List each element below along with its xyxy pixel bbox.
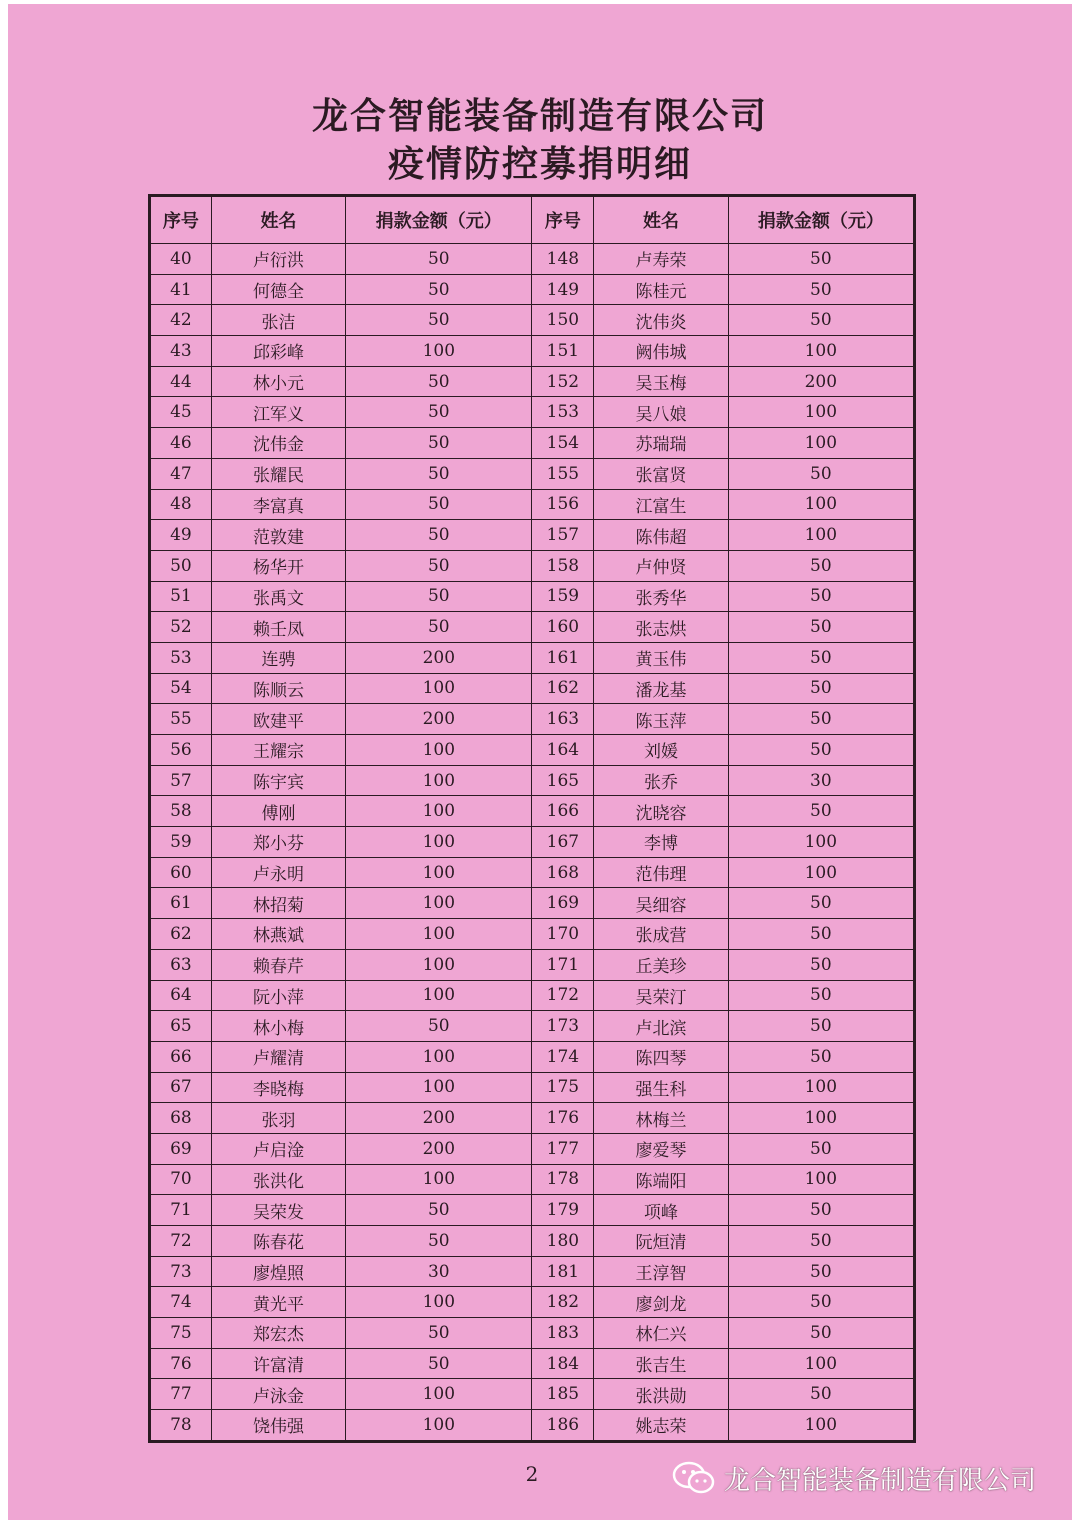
cell-seq-left: 78 (150, 1410, 212, 1442)
cell-seq-left: 73 (150, 1256, 212, 1287)
table-row (150, 305, 915, 336)
cell-name-right: 黄玉伟 (594, 642, 728, 673)
cell-seq-left: 68 (150, 1103, 212, 1134)
table-row (150, 458, 915, 489)
table-row (150, 827, 915, 858)
cell-seq-right: 186 (532, 1410, 594, 1442)
cell-name-left: 林小梅 (211, 1011, 345, 1042)
cell-amount-left: 100 (346, 888, 532, 919)
cell-seq-left: 47 (150, 458, 212, 489)
header-name-right: 姓名 (594, 196, 728, 244)
table-row (150, 1133, 915, 1164)
cell-name-right: 吴玉梅 (594, 366, 728, 397)
cell-seq-left: 75 (150, 1318, 212, 1349)
cell-name-left: 黄光平 (211, 1287, 345, 1318)
cell-amount-left: 50 (346, 305, 532, 336)
table-row (150, 796, 915, 827)
cell-name-left: 沈伟金 (211, 428, 345, 459)
table-row (150, 1256, 915, 1287)
cell-amount-left: 100 (346, 1410, 532, 1442)
cell-amount-right: 50 (728, 1318, 914, 1349)
cell-name-left: 阮小萍 (211, 980, 345, 1011)
cell-name-left: 赖春芹 (211, 949, 345, 980)
table-row (150, 366, 915, 397)
cell-name-right: 吴荣汀 (594, 980, 728, 1011)
cell-amount-left: 50 (346, 458, 532, 489)
cell-seq-left: 57 (150, 765, 212, 796)
cell-amount-left: 100 (346, 796, 532, 827)
cell-seq-left: 50 (150, 550, 212, 581)
cell-name-left: 郑小芬 (211, 827, 345, 858)
table-row (150, 1318, 915, 1349)
cell-seq-right: 159 (532, 581, 594, 612)
cell-name-right: 张秀华 (594, 581, 728, 612)
cell-seq-right: 162 (532, 673, 594, 704)
cell-name-left: 范敦建 (211, 520, 345, 551)
cell-name-left: 张羽 (211, 1103, 345, 1134)
cell-seq-right: 175 (532, 1072, 594, 1103)
cell-seq-right: 149 (532, 274, 594, 305)
cell-seq-right: 177 (532, 1133, 594, 1164)
cell-amount-left: 100 (346, 735, 532, 766)
cell-name-right: 廖剑龙 (594, 1287, 728, 1318)
cell-amount-right: 100 (728, 428, 914, 459)
cell-seq-right: 158 (532, 550, 594, 581)
cell-amount-right: 50 (728, 704, 914, 735)
cell-name-left: 李富真 (211, 489, 345, 520)
cell-seq-left: 66 (150, 1041, 212, 1072)
cell-amount-left: 50 (346, 581, 532, 612)
cell-seq-right: 152 (532, 366, 594, 397)
cell-amount-right: 50 (728, 888, 914, 919)
cell-name-left: 连骋 (211, 642, 345, 673)
cell-seq-left: 60 (150, 857, 212, 888)
table-row (150, 642, 915, 673)
cell-amount-left: 100 (346, 765, 532, 796)
table-row (150, 1226, 915, 1257)
cell-amount-left: 50 (346, 550, 532, 581)
cell-amount-left: 50 (346, 274, 532, 305)
cell-name-right: 阮烜清 (594, 1226, 728, 1257)
cell-name-right: 王淳智 (594, 1256, 728, 1287)
cell-amount-right: 50 (728, 642, 914, 673)
page-number: 2 (525, 1462, 539, 1486)
cell-seq-right: 173 (532, 1011, 594, 1042)
cell-name-right: 潘龙基 (594, 673, 728, 704)
cell-amount-left: 50 (346, 244, 532, 275)
cell-seq-right: 184 (532, 1348, 594, 1379)
cell-name-right: 陈端阳 (594, 1164, 728, 1195)
cell-name-left: 欧建平 (211, 704, 345, 735)
cell-seq-left: 76 (150, 1348, 212, 1379)
cell-seq-left: 52 (150, 612, 212, 643)
cell-amount-left: 30 (346, 1256, 532, 1287)
cell-name-right: 张洪勋 (594, 1379, 728, 1410)
cell-name-left: 卢耀清 (211, 1041, 345, 1072)
cell-seq-left: 63 (150, 949, 212, 980)
table-row (150, 765, 915, 796)
table-row (150, 704, 915, 735)
cell-seq-left: 74 (150, 1287, 212, 1318)
cell-seq-left: 59 (150, 827, 212, 858)
cell-seq-left: 70 (150, 1164, 212, 1195)
cell-name-right: 廖爱琴 (594, 1133, 728, 1164)
table-row (150, 274, 915, 305)
cell-amount-right: 50 (728, 1226, 914, 1257)
cell-amount-left: 50 (346, 366, 532, 397)
cell-amount-right: 100 (728, 1410, 914, 1442)
cell-amount-right: 50 (728, 305, 914, 336)
table-row (150, 919, 915, 950)
cell-amount-left: 100 (346, 857, 532, 888)
cell-amount-right: 100 (728, 1072, 914, 1103)
cell-seq-left: 42 (150, 305, 212, 336)
cell-name-left: 张洁 (211, 305, 345, 336)
cell-amount-right: 50 (728, 581, 914, 612)
cell-amount-right: 50 (728, 550, 914, 581)
cell-seq-right: 171 (532, 949, 594, 980)
cell-amount-left: 200 (346, 1133, 532, 1164)
cell-name-right: 强生科 (594, 1072, 728, 1103)
cell-name-left: 邱彩峰 (211, 336, 345, 367)
cell-name-left: 卢衍洪 (211, 244, 345, 275)
cell-seq-left: 71 (150, 1195, 212, 1226)
cell-amount-left: 50 (346, 489, 532, 520)
cell-name-right: 项峰 (594, 1195, 728, 1226)
cell-seq-right: 182 (532, 1287, 594, 1318)
table-row (150, 1103, 915, 1134)
cell-name-right: 苏瑞瑞 (594, 428, 728, 459)
cell-name-right: 陈桂元 (594, 274, 728, 305)
cell-name-right: 阙伟城 (594, 336, 728, 367)
cell-amount-left: 100 (346, 1041, 532, 1072)
header-amount-left: 捐款金额（元） (346, 196, 532, 244)
cell-name-left: 杨华开 (211, 550, 345, 581)
cell-name-right: 李博 (594, 827, 728, 858)
table-row (150, 520, 915, 551)
cell-seq-left: 67 (150, 1072, 212, 1103)
cell-name-left: 傅刚 (211, 796, 345, 827)
table-row (150, 1041, 915, 1072)
cell-name-right: 江富生 (594, 489, 728, 520)
cell-name-left: 江军义 (211, 397, 345, 428)
cell-seq-right: 153 (532, 397, 594, 428)
cell-seq-right: 176 (532, 1103, 594, 1134)
cell-amount-right: 50 (728, 1011, 914, 1042)
table-row (150, 489, 915, 520)
cell-amount-left: 50 (346, 520, 532, 551)
cell-amount-left: 50 (346, 1011, 532, 1042)
cell-name-left: 陈春花 (211, 1226, 345, 1257)
cell-amount-left: 100 (346, 1379, 532, 1410)
cell-amount-right: 50 (728, 796, 914, 827)
cell-amount-left: 50 (346, 397, 532, 428)
cell-amount-right: 50 (728, 919, 914, 950)
cell-name-right: 吴八娘 (594, 397, 728, 428)
cell-amount-right: 100 (728, 827, 914, 858)
cell-seq-right: 165 (532, 765, 594, 796)
cell-amount-left: 50 (346, 1195, 532, 1226)
cell-seq-right: 156 (532, 489, 594, 520)
cell-seq-right: 154 (532, 428, 594, 459)
cell-amount-left: 200 (346, 1103, 532, 1134)
cell-name-right: 卢北滨 (594, 1011, 728, 1042)
document-subtitle: 疫情防控募捐明细 (387, 143, 692, 185)
cell-amount-right: 50 (728, 458, 914, 489)
cell-amount-right: 100 (728, 520, 914, 551)
table-row (150, 980, 915, 1011)
cell-seq-left: 55 (150, 704, 212, 735)
cell-amount-right: 50 (728, 1195, 914, 1226)
cell-name-left: 林招菊 (211, 888, 345, 919)
cell-seq-left: 45 (150, 397, 212, 428)
cell-name-right: 张吉生 (594, 1348, 728, 1379)
cell-seq-left: 46 (150, 428, 212, 459)
table-row (150, 612, 915, 643)
cell-amount-left: 100 (346, 673, 532, 704)
cell-name-left: 卢启淦 (211, 1133, 345, 1164)
cell-name-left: 许富清 (211, 1348, 345, 1379)
header-seq-left: 序号 (150, 196, 212, 244)
cell-amount-right: 50 (728, 980, 914, 1011)
wechat-icon (672, 1460, 716, 1496)
cell-seq-right: 183 (532, 1318, 594, 1349)
header-name-left: 姓名 (211, 196, 345, 244)
cell-seq-left: 61 (150, 888, 212, 919)
cell-name-right: 张成营 (594, 919, 728, 950)
cell-amount-left: 100 (346, 980, 532, 1011)
cell-seq-left: 69 (150, 1133, 212, 1164)
table-row (150, 1348, 915, 1379)
cell-seq-left: 40 (150, 244, 212, 275)
cell-seq-right: 174 (532, 1041, 594, 1072)
table-row (150, 550, 915, 581)
cell-name-left: 饶伟强 (211, 1410, 345, 1442)
cell-seq-left: 56 (150, 735, 212, 766)
cell-name-left: 张耀民 (211, 458, 345, 489)
header-amount-right: 捐款金额（元） (728, 196, 914, 244)
cell-name-right: 沈晓容 (594, 796, 728, 827)
cell-amount-right: 100 (728, 1348, 914, 1379)
cell-seq-right: 178 (532, 1164, 594, 1195)
cell-name-left: 林燕斌 (211, 919, 345, 950)
cell-amount-right: 50 (728, 735, 914, 766)
cell-name-right: 沈伟炎 (594, 305, 728, 336)
cell-amount-right: 50 (728, 274, 914, 305)
cell-name-left: 李晓梅 (211, 1072, 345, 1103)
cell-amount-right: 100 (728, 1103, 914, 1134)
cell-seq-left: 43 (150, 336, 212, 367)
cell-name-right: 张乔 (594, 765, 728, 796)
cell-name-right: 卢仲贤 (594, 550, 728, 581)
cell-amount-right: 100 (728, 397, 914, 428)
cell-amount-left: 100 (346, 1287, 532, 1318)
table-row (150, 888, 915, 919)
cell-seq-left: 65 (150, 1011, 212, 1042)
cell-seq-right: 148 (532, 244, 594, 275)
cell-amount-left: 200 (346, 704, 532, 735)
header-seq-right: 序号 (532, 196, 594, 244)
cell-amount-left: 200 (346, 642, 532, 673)
table-body (150, 244, 915, 1442)
cell-name-right: 吴细容 (594, 888, 728, 919)
cell-seq-left: 54 (150, 673, 212, 704)
cell-seq-left: 41 (150, 274, 212, 305)
cell-name-left: 郑宏杰 (211, 1318, 345, 1349)
cell-seq-left: 58 (150, 796, 212, 827)
cell-name-left: 陈顺云 (211, 673, 345, 704)
cell-name-right: 丘美珍 (594, 949, 728, 980)
cell-name-right: 陈四琴 (594, 1041, 728, 1072)
table-row (150, 244, 915, 275)
cell-amount-right: 100 (728, 857, 914, 888)
cell-seq-right: 166 (532, 796, 594, 827)
cell-name-right: 卢寿荣 (594, 244, 728, 275)
cell-seq-left: 44 (150, 366, 212, 397)
table-row (150, 1287, 915, 1318)
cell-amount-right: 100 (728, 1164, 914, 1195)
cell-seq-right: 160 (532, 612, 594, 643)
table-row (150, 581, 915, 612)
cell-amount-left: 100 (346, 336, 532, 367)
table-row (150, 397, 915, 428)
cell-seq-right: 161 (532, 642, 594, 673)
table-row (150, 428, 915, 459)
cell-name-right: 张富贤 (594, 458, 728, 489)
cell-amount-right: 50 (728, 1041, 914, 1072)
cell-name-right: 陈玉萍 (594, 704, 728, 735)
cell-amount-right: 50 (728, 612, 914, 643)
cell-amount-left: 50 (346, 1226, 532, 1257)
cell-seq-right: 179 (532, 1195, 594, 1226)
cell-amount-left: 100 (346, 827, 532, 858)
cell-seq-right: 164 (532, 735, 594, 766)
cell-name-right: 林梅兰 (594, 1103, 728, 1134)
donation-table (148, 194, 916, 1443)
cell-amount-left: 100 (346, 919, 532, 950)
cell-seq-left: 72 (150, 1226, 212, 1257)
cell-name-left: 王耀宗 (211, 735, 345, 766)
table-row (150, 1072, 915, 1103)
cell-name-right: 陈伟超 (594, 520, 728, 551)
document-title: 龙合智能装备制造有限公司 (311, 95, 768, 137)
cell-name-left: 廖煌照 (211, 1256, 345, 1287)
cell-seq-right: 168 (532, 857, 594, 888)
cell-seq-left: 49 (150, 520, 212, 551)
table-row (150, 1379, 915, 1410)
cell-name-left: 何德全 (211, 274, 345, 305)
table-row (150, 1164, 915, 1195)
cell-seq-left: 62 (150, 919, 212, 950)
cell-seq-right: 172 (532, 980, 594, 1011)
cell-amount-left: 100 (346, 949, 532, 980)
cell-seq-left: 48 (150, 489, 212, 520)
cell-seq-left: 77 (150, 1379, 212, 1410)
cell-seq-right: 181 (532, 1256, 594, 1287)
cell-amount-right: 50 (728, 244, 914, 275)
table-row (150, 949, 915, 980)
cell-seq-right: 180 (532, 1226, 594, 1257)
cell-name-left: 吴荣发 (211, 1195, 345, 1226)
cell-amount-right: 50 (728, 673, 914, 704)
cell-name-left: 赖壬凤 (211, 612, 345, 643)
cell-name-left: 张洪化 (211, 1164, 345, 1195)
watermark (672, 1458, 1036, 1498)
cell-name-left: 张禹文 (211, 581, 345, 612)
cell-name-right: 姚志荣 (594, 1410, 728, 1442)
cell-seq-right: 157 (532, 520, 594, 551)
cell-name-right: 张志烘 (594, 612, 728, 643)
cell-amount-right: 30 (728, 765, 914, 796)
table-row (150, 735, 915, 766)
cell-seq-right: 151 (532, 336, 594, 367)
table-header-row (150, 196, 915, 244)
cell-seq-right: 170 (532, 919, 594, 950)
cell-amount-right: 50 (728, 1379, 914, 1410)
watermark-text: 龙合智能装备制造有限公司 (724, 1465, 1037, 1496)
cell-amount-right: 50 (728, 1256, 914, 1287)
cell-seq-left: 64 (150, 980, 212, 1011)
cell-name-left: 卢永明 (211, 857, 345, 888)
cell-seq-right: 167 (532, 827, 594, 858)
table-row (150, 857, 915, 888)
cell-amount-right: 100 (728, 336, 914, 367)
cell-name-right: 刘媛 (594, 735, 728, 766)
cell-seq-right: 185 (532, 1379, 594, 1410)
table-row (150, 336, 915, 367)
cell-seq-right: 169 (532, 888, 594, 919)
cell-amount-right: 50 (728, 949, 914, 980)
cell-name-left: 林小元 (211, 366, 345, 397)
cell-amount-right: 50 (728, 1133, 914, 1164)
cell-amount-left: 100 (346, 1072, 532, 1103)
cell-name-right: 范伟理 (594, 857, 728, 888)
table-row (150, 673, 915, 704)
table-row (150, 1195, 915, 1226)
table-row (150, 1410, 915, 1442)
cell-amount-right: 200 (728, 366, 914, 397)
cell-amount-left: 50 (346, 1348, 532, 1379)
cell-amount-left: 50 (346, 612, 532, 643)
cell-name-left: 陈宇宾 (211, 765, 345, 796)
cell-amount-left: 50 (346, 1318, 532, 1349)
cell-amount-right: 50 (728, 1287, 914, 1318)
cell-seq-right: 155 (532, 458, 594, 489)
table-row (150, 1011, 915, 1042)
cell-amount-left: 100 (346, 1164, 532, 1195)
cell-seq-right: 163 (532, 704, 594, 735)
cell-name-right: 林仁兴 (594, 1318, 728, 1349)
cell-seq-left: 51 (150, 581, 212, 612)
cell-seq-right: 150 (532, 305, 594, 336)
cell-name-left: 卢泳金 (211, 1379, 345, 1410)
cell-seq-left: 53 (150, 642, 212, 673)
cell-amount-left: 50 (346, 428, 532, 459)
cell-amount-right: 100 (728, 489, 914, 520)
